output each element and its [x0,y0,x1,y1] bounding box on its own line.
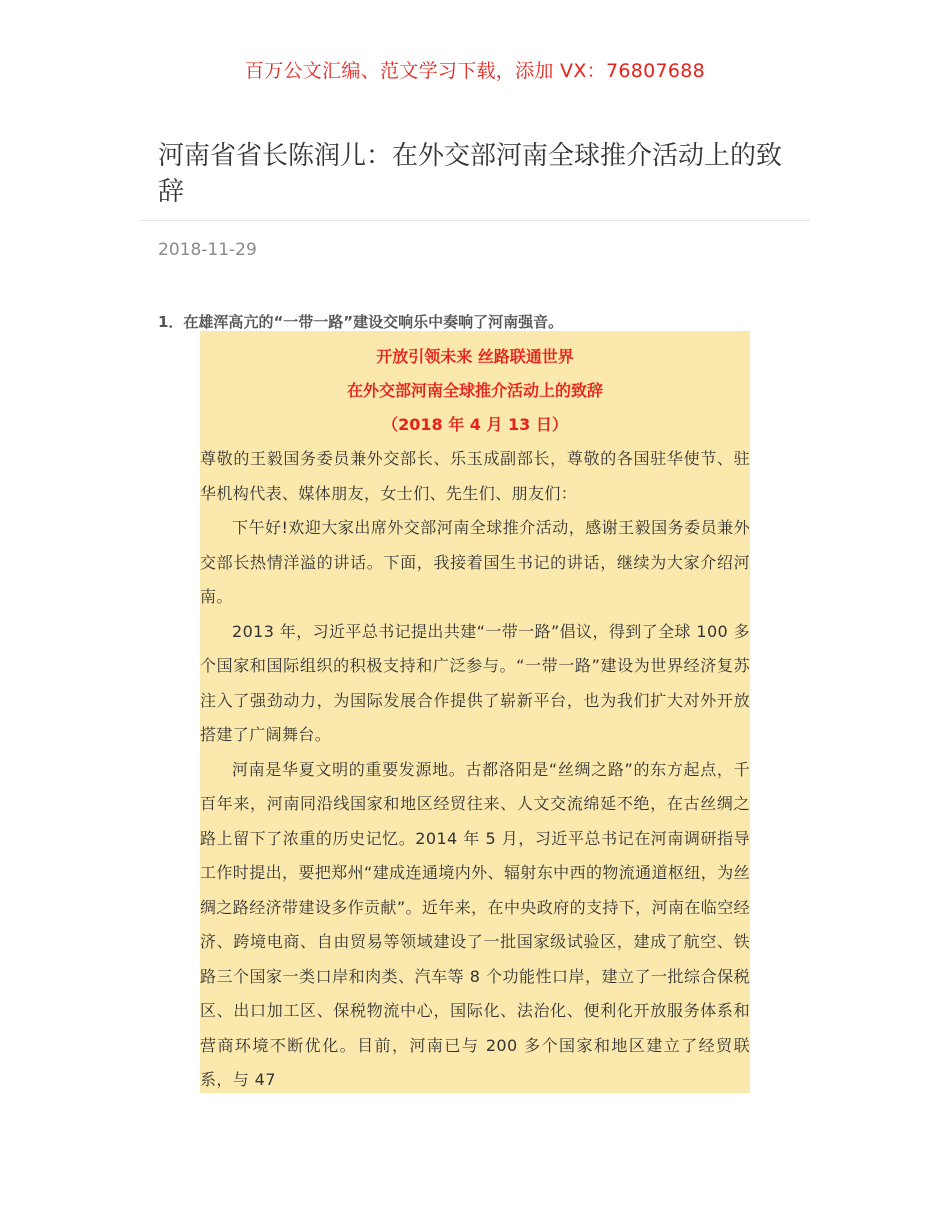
speech-salutation: 尊敬的王毅国务委员兼外交部长、乐玉成副部长，尊敬的各国驻华使节、驻华机构代表、媒体朋友，女士们、先生们、朋友们： [200,449,750,503]
speech-paragraph: 河南是华夏文明的重要发源地。古都洛阳是“丝绸之路”的东方起点，千百年来，河南同沿线国家和地区经贸往来、人文交流绵延不绝，在古丝绸之路上留下了浓重的历史记忆。2014 年 5 月，习近平总书记在河南调研指导工作时提出，要把郑州“建成连通境内外、辐射东中西的物流通道枢纽，为丝绸之路经济带建设多作贡献”。近年来，在中央政府的支持下，河南在临空经济、跨境电商、自由贸易等领域建设了一批国家级试验区，建成了航空、铁路三个国家一类口岸和肉类、汽车等 8 个功能性口岸，建立了一批综合保税区、出口加工区、保税物流中心，国际化、法治化、便利化开放服务体系和营商环境不断优化。目前，河南已与 200 多个国家和地区建立了经贸联系，与 47 [200,759,750,1089]
speech-date: （2018 年 4 月 13 日） [382,415,568,434]
post-date: 2018-11-29 [158,240,257,260]
speech-headline-main: 开放引领未来 丝路联通世界 [376,347,574,366]
section-heading: 1．在雄浑高亢的“一带一路”建设交响乐中奏响了河南强音。 [158,313,564,331]
speech-paragraph: 2013 年，习近平总书记提出共建“一带一路”倡议，得到了全球 100 多个国家和国际组织的积极支持和广泛参与。“一带一路”建设为世界经济复苏注入了强劲动力，为国际发展合作提供了崭新平台，也为我们扩大对外开放搭建了广阔舞台。 [200,621,750,744]
speech-highlight-block [200,331,750,1093]
speech-paragraph: 下午好!欢迎大家出席外交部河南全球推介活动，感谢王毅国务委员兼外交部长热情洋溢的讲话。下面，我接着国生书记的讲话，继续为大家介绍河南。 [200,518,750,606]
article-title: 河南省省长陈润儿：在外交部河南全球推介活动上的致辞 [158,141,783,207]
speech-headline-sub: 在外交部河南全球推介活动上的致辞 [346,381,603,400]
watermark-banner: 百万公文汇编、范文学习下载，添加 VX：76807688 [244,60,706,82]
title-divider [140,220,810,221]
